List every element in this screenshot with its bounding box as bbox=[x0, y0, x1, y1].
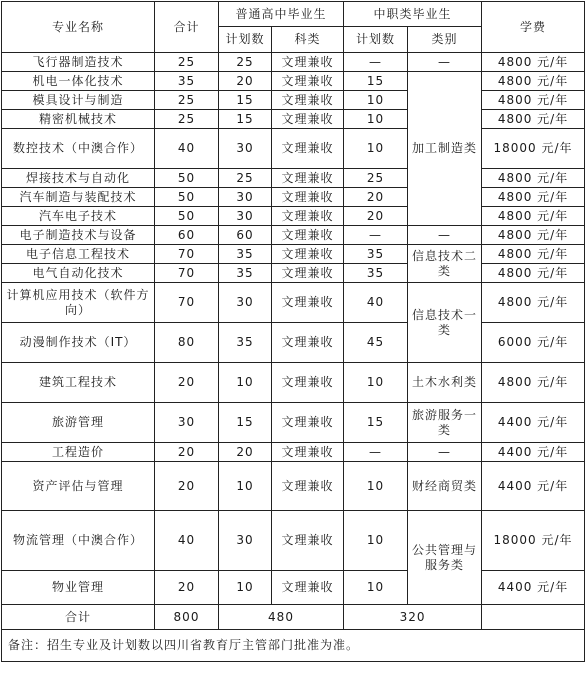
tuition-fee: 18000 元/年 bbox=[482, 511, 585, 571]
tuition-fee: 4800 元/年 bbox=[482, 207, 585, 226]
vocational-category: 公共管理与服务类 bbox=[408, 511, 482, 605]
tuition-fee: 4800 元/年 bbox=[482, 188, 585, 207]
vocational-plan: 40 bbox=[344, 283, 408, 323]
table-row bbox=[2, 462, 585, 511]
subject-type: 文理兼收 bbox=[272, 264, 344, 283]
table-row bbox=[2, 53, 585, 72]
header-row-1 bbox=[2, 2, 585, 27]
tuition-fee: 4400 元/年 bbox=[482, 403, 585, 443]
total-count: 20 bbox=[155, 571, 219, 605]
subject-type: 文理兼收 bbox=[272, 169, 344, 188]
major-name: 模具设计与制造 bbox=[2, 91, 155, 110]
total-count: 35 bbox=[155, 72, 219, 91]
vocational-category: — bbox=[408, 226, 482, 245]
table-row bbox=[2, 207, 585, 226]
tuition-fee: 4800 元/年 bbox=[482, 53, 585, 72]
header-vocational: 中职类毕业生 bbox=[344, 2, 482, 27]
total-count: 50 bbox=[155, 169, 219, 188]
enrollment-table bbox=[1, 1, 585, 662]
vocational-plan: 45 bbox=[344, 323, 408, 363]
subject-type: 文理兼收 bbox=[272, 403, 344, 443]
summary-vocational-total: 320 bbox=[344, 605, 482, 630]
vocational-plan: — bbox=[344, 226, 408, 245]
table-row bbox=[2, 245, 585, 264]
general-plan: 35 bbox=[219, 323, 272, 363]
table-row bbox=[2, 283, 585, 323]
vocational-plan: 25 bbox=[344, 169, 408, 188]
vocational-plan: 10 bbox=[344, 363, 408, 403]
header-name: 专业名称 bbox=[2, 2, 155, 53]
table-row bbox=[2, 323, 585, 363]
major-name: 资产评估与管理 bbox=[2, 462, 155, 511]
general-plan: 15 bbox=[219, 110, 272, 129]
tuition-fee: 4800 元/年 bbox=[482, 264, 585, 283]
total-count: 20 bbox=[155, 462, 219, 511]
footnote: 备注：招生专业及计划数以四川省教育厅主管部门批准为准。 bbox=[2, 630, 585, 662]
major-name: 物流管理（中澳合作） bbox=[2, 511, 155, 571]
tuition-fee: 4400 元/年 bbox=[482, 462, 585, 511]
summary-label: 合计 bbox=[2, 605, 155, 630]
tuition-fee: 4800 元/年 bbox=[482, 283, 585, 323]
major-name: 旅游管理 bbox=[2, 403, 155, 443]
major-name: 汽车制造与装配技术 bbox=[2, 188, 155, 207]
tuition-fee: 4800 元/年 bbox=[482, 245, 585, 264]
table-row bbox=[2, 443, 585, 462]
summary-total: 800 bbox=[155, 605, 219, 630]
subject-type: 文理兼收 bbox=[272, 462, 344, 511]
total-count: 80 bbox=[155, 323, 219, 363]
major-name: 建筑工程技术 bbox=[2, 363, 155, 403]
general-plan: 30 bbox=[219, 207, 272, 226]
general-plan: 20 bbox=[219, 443, 272, 462]
vocational-plan: 15 bbox=[344, 72, 408, 91]
table-row bbox=[2, 511, 585, 571]
summary-fee-empty bbox=[482, 605, 585, 630]
table-row bbox=[2, 226, 585, 245]
total-count: 50 bbox=[155, 188, 219, 207]
tuition-fee: 6000 元/年 bbox=[482, 323, 585, 363]
subject-type: 文理兼收 bbox=[272, 110, 344, 129]
total-count: 60 bbox=[155, 226, 219, 245]
tuition-fee: 4400 元/年 bbox=[482, 571, 585, 605]
vocational-category: 土木水利类 bbox=[408, 363, 482, 403]
subject-type: 文理兼收 bbox=[272, 363, 344, 403]
vocational-plan: 35 bbox=[344, 264, 408, 283]
tuition-fee: 18000 元/年 bbox=[482, 129, 585, 169]
general-plan: 10 bbox=[219, 363, 272, 403]
table-row bbox=[2, 110, 585, 129]
major-name: 电气自动化技术 bbox=[2, 264, 155, 283]
general-plan: 60 bbox=[219, 226, 272, 245]
total-count: 50 bbox=[155, 207, 219, 226]
header-vocational-plan: 计划数 bbox=[344, 27, 408, 53]
major-name: 动漫制作技术（IT） bbox=[2, 323, 155, 363]
total-count: 25 bbox=[155, 110, 219, 129]
vocational-plan: 10 bbox=[344, 129, 408, 169]
vocational-plan: 35 bbox=[344, 245, 408, 264]
vocational-plan: 10 bbox=[344, 462, 408, 511]
subject-type: 文理兼收 bbox=[272, 91, 344, 110]
total-count: 25 bbox=[155, 53, 219, 72]
tuition-fee: 4800 元/年 bbox=[482, 169, 585, 188]
major-name: 工程造价 bbox=[2, 443, 155, 462]
vocational-plan: 10 bbox=[344, 91, 408, 110]
subject-type: 文理兼收 bbox=[272, 511, 344, 571]
general-plan: 30 bbox=[219, 283, 272, 323]
tuition-fee: 4800 元/年 bbox=[482, 363, 585, 403]
table-row bbox=[2, 403, 585, 443]
general-plan: 30 bbox=[219, 188, 272, 207]
major-name: 物业管理 bbox=[2, 571, 155, 605]
total-count: 20 bbox=[155, 363, 219, 403]
general-plan: 30 bbox=[219, 129, 272, 169]
tuition-fee: 4400 元/年 bbox=[482, 443, 585, 462]
subject-type: 文理兼收 bbox=[272, 226, 344, 245]
vocational-category: — bbox=[408, 443, 482, 462]
note-row bbox=[2, 630, 585, 662]
tuition-fee: 4800 元/年 bbox=[482, 226, 585, 245]
major-name: 汽车电子技术 bbox=[2, 207, 155, 226]
major-name: 电子信息工程技术 bbox=[2, 245, 155, 264]
total-count: 40 bbox=[155, 129, 219, 169]
major-name: 计算机应用技术（软件方向） bbox=[2, 283, 155, 323]
vocational-category: — bbox=[408, 53, 482, 72]
vocational-category: 加工制造类 bbox=[408, 72, 482, 226]
table-row bbox=[2, 264, 585, 283]
summary-general-total: 480 bbox=[219, 605, 344, 630]
tuition-fee: 4800 元/年 bbox=[482, 110, 585, 129]
major-name: 数控技术（中澳合作） bbox=[2, 129, 155, 169]
subject-type: 文理兼收 bbox=[272, 188, 344, 207]
total-count: 70 bbox=[155, 264, 219, 283]
general-plan: 20 bbox=[219, 72, 272, 91]
general-plan: 15 bbox=[219, 91, 272, 110]
table-row bbox=[2, 72, 585, 91]
total-count: 70 bbox=[155, 283, 219, 323]
vocational-category: 财经商贸类 bbox=[408, 462, 482, 511]
subject-type: 文理兼收 bbox=[272, 207, 344, 226]
subject-type: 文理兼收 bbox=[272, 245, 344, 264]
total-count: 70 bbox=[155, 245, 219, 264]
summary-row bbox=[2, 605, 585, 630]
general-plan: 25 bbox=[219, 53, 272, 72]
vocational-plan: 10 bbox=[344, 511, 408, 571]
vocational-plan: 20 bbox=[344, 188, 408, 207]
subject-type: 文理兼收 bbox=[272, 53, 344, 72]
header-fee: 学费 bbox=[482, 2, 585, 53]
major-name: 机电一体化技术 bbox=[2, 72, 155, 91]
total-count: 20 bbox=[155, 443, 219, 462]
general-plan: 30 bbox=[219, 511, 272, 571]
general-plan: 10 bbox=[219, 462, 272, 511]
general-plan: 25 bbox=[219, 169, 272, 188]
vocational-category: 旅游服务一类 bbox=[408, 403, 482, 443]
subject-type: 文理兼收 bbox=[272, 323, 344, 363]
table-row bbox=[2, 188, 585, 207]
general-plan: 35 bbox=[219, 245, 272, 264]
subject-type: 文理兼收 bbox=[272, 571, 344, 605]
header-general: 普通高中毕业生 bbox=[219, 2, 344, 27]
vocational-plan: 10 bbox=[344, 571, 408, 605]
tuition-fee: 4800 元/年 bbox=[482, 72, 585, 91]
table-row bbox=[2, 363, 585, 403]
vocational-plan: — bbox=[344, 53, 408, 72]
total-count: 30 bbox=[155, 403, 219, 443]
vocational-plan: 20 bbox=[344, 207, 408, 226]
table-row bbox=[2, 169, 585, 188]
general-plan: 15 bbox=[219, 403, 272, 443]
header-total: 合计 bbox=[155, 2, 219, 53]
major-name: 精密机械技术 bbox=[2, 110, 155, 129]
table-row bbox=[2, 91, 585, 110]
vocational-category: 信息技术二类 bbox=[408, 245, 482, 283]
vocational-plan: 10 bbox=[344, 110, 408, 129]
subject-type: 文理兼收 bbox=[272, 443, 344, 462]
total-count: 40 bbox=[155, 511, 219, 571]
major-name: 焊接技术与自动化 bbox=[2, 169, 155, 188]
table-row bbox=[2, 571, 585, 605]
header-general-type: 科类 bbox=[272, 27, 344, 53]
vocational-category: 信息技术一类 bbox=[408, 283, 482, 363]
major-name: 电子制造技术与设备 bbox=[2, 226, 155, 245]
vocational-plan: 15 bbox=[344, 403, 408, 443]
enrollment-plan-document bbox=[0, 1, 587, 674]
general-plan: 35 bbox=[219, 264, 272, 283]
subject-type: 文理兼收 bbox=[272, 72, 344, 91]
vocational-plan: — bbox=[344, 443, 408, 462]
general-plan: 10 bbox=[219, 571, 272, 605]
table-row bbox=[2, 129, 585, 169]
major-name: 飞行器制造技术 bbox=[2, 53, 155, 72]
subject-type: 文理兼收 bbox=[272, 129, 344, 169]
tuition-fee: 4800 元/年 bbox=[482, 91, 585, 110]
subject-type: 文理兼收 bbox=[272, 283, 344, 323]
header-vocational-category: 类别 bbox=[408, 27, 482, 53]
total-count: 25 bbox=[155, 91, 219, 110]
header-general-plan: 计划数 bbox=[219, 27, 272, 53]
